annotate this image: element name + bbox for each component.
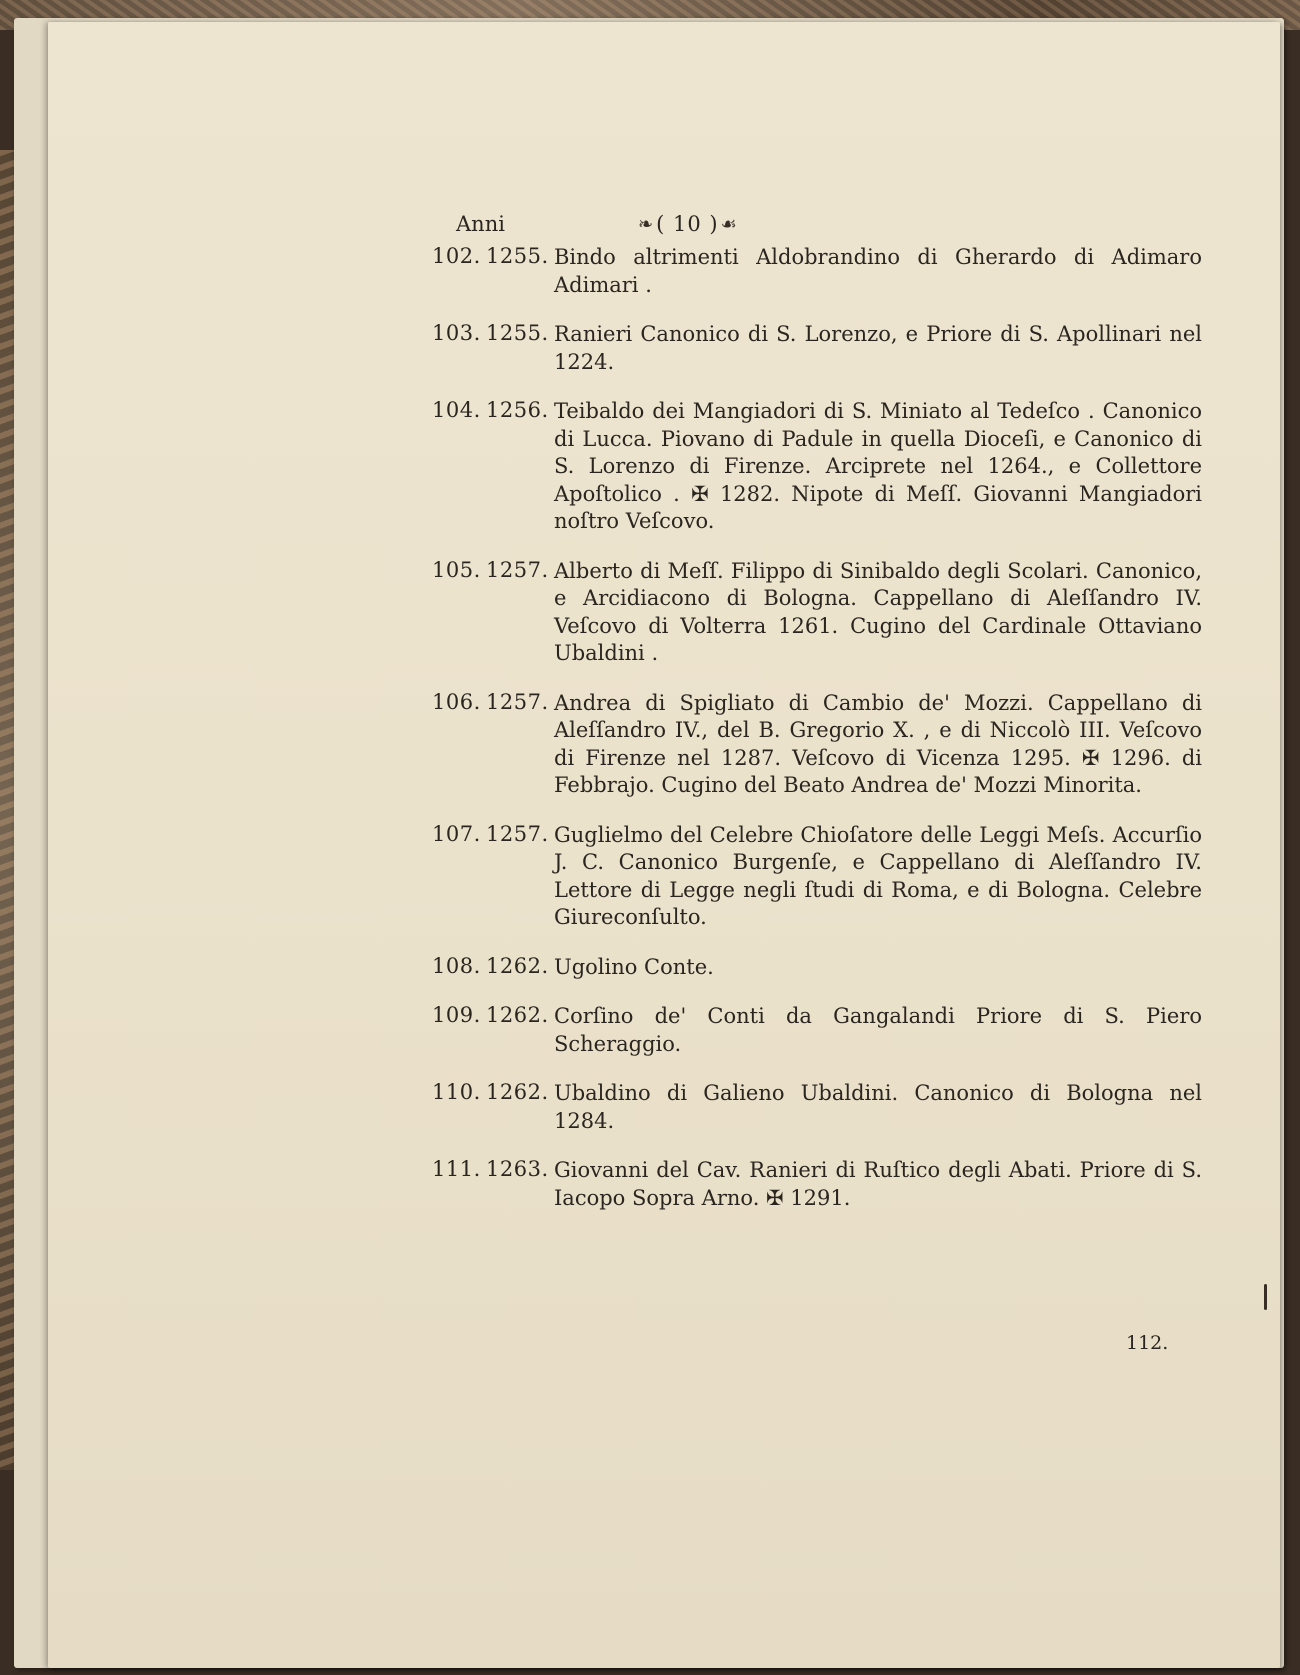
page-number-header — [638, 212, 738, 236]
entry-number: 111. — [432, 1157, 481, 1181]
entry-year: 1255. — [486, 321, 549, 345]
entry-number: 103. — [432, 321, 481, 345]
entry-text: Andrea di Spigliato di Cambio de' Mozzi. Cappellano di Aleſſandro IV., del B. Gregorio X. , e di Niccolò III. Veſcovo di Firenze nel 1287. Veſcovo di Vicenza 1295. ✠ 1296. di Febbrajo. Cugino del Beato Andrea de' Mozzi Minorita. — [554, 690, 1202, 797]
running-head — [48, 212, 1280, 242]
list-item — [432, 1003, 1202, 1058]
entry-text: Corſino de' Conti da Gangalandi Priore di S. Piero Scheraggio. — [554, 1004, 1202, 1056]
fleuron-right-icon: ☙ — [720, 213, 738, 235]
entry-text: Bindo altrimenti Aldobrandino di Gherardo di Adimaro Adimari . — [554, 245, 1202, 297]
book-page — [48, 22, 1280, 1668]
entry-year: 1255. — [486, 244, 549, 268]
entry-text: Giovanni del Cav. Ranieri di Ruſtico degli Abati. Priore di S. Iacopo Sopra Arno. ✠ 1291. — [554, 1158, 1202, 1210]
list-item — [432, 1080, 1202, 1135]
entry-text: Guglielmo del Celebre Chioſatore delle Leggi Meſs. Accurſio J. C. Canonico Burgenſe, e Cappellano di Aleſſandro IV. Lettore di Legge negli ſtudi di Roma, e di Bologna. Celebre Giureconſulto. — [554, 822, 1202, 929]
entry-number: 110. — [432, 1080, 481, 1104]
entry-year: 1262. — [486, 1080, 549, 1104]
ink-mark — [1264, 1284, 1267, 1310]
entry-number: 108. — [432, 953, 481, 978]
list-item — [432, 822, 1202, 932]
fleuron-left-icon: ❧ — [638, 213, 655, 235]
list-item — [432, 954, 1202, 982]
catchword: 112. — [1126, 1332, 1169, 1354]
entry-list — [432, 244, 1202, 1234]
entry-text: Ranieri Canonico di S. Lorenzo, e Priore di S. Apollinari nel 1224. — [554, 322, 1202, 374]
list-item — [432, 321, 1202, 376]
entry-number: 104. — [432, 398, 481, 422]
entry-text: Ubaldino di Galieno Ubaldini. Canonico di Bologna nel 1284. — [554, 1081, 1202, 1133]
entry-text: Ugolino Conte. — [554, 954, 714, 979]
list-item — [432, 690, 1202, 800]
entry-number: 105. — [432, 557, 481, 582]
entry-text: Alberto di Meſſ. Filippo di Sinibaldo degli Scolari. Canonico, e Arcidiacono di Bologna. Cappellano di Aleſſandro IV. Veſcovo di Volterra 1261. Cugino del Cardinale Ottaviano Ubaldini . — [554, 558, 1202, 665]
entry-year: 1257. — [486, 557, 549, 582]
entry-year: 1257. — [486, 689, 549, 714]
list-item — [432, 398, 1202, 536]
entry-year: 1256. — [486, 398, 549, 422]
entry-number: 106. — [432, 689, 481, 714]
entry-year: 1263. — [486, 1157, 549, 1181]
list-item — [432, 244, 1202, 299]
entry-year: 1262. — [486, 1003, 549, 1027]
entry-number: 107. — [432, 821, 481, 846]
list-item — [432, 1157, 1202, 1212]
entry-year: 1257. — [486, 821, 549, 846]
entry-number: 102. — [432, 244, 481, 268]
column-label-anni: Anni — [456, 212, 505, 236]
page-number: ( 10 ) — [656, 212, 719, 236]
entry-year: 1262. — [486, 953, 549, 978]
entry-number: 109. — [432, 1003, 481, 1027]
entry-text: Teibaldo dei Mangiadori di S. Miniato al Tedeſco . Canonico di Lucca. Piovano di Padule in quella Dioceſi, e Canonico di S. Lorenzo di Firenze. Arciprete nel 1264., e Collettore Apoſtolico . ✠ 1282. Nipote di Meſſ. Giovanni Mangiadori noſtro Veſcovo. — [554, 399, 1202, 533]
list-item — [432, 558, 1202, 668]
